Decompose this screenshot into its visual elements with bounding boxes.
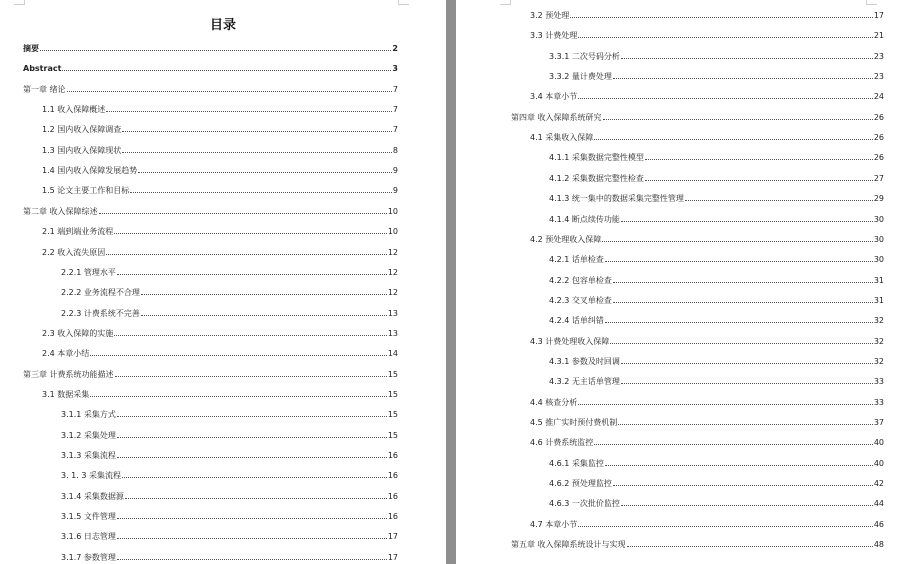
- toc-page-number: 31: [873, 295, 884, 305]
- page-corner-mark: [500, 0, 511, 5]
- page-gap: [446, 0, 456, 564]
- toc-entry[interactable]: [549, 354, 884, 368]
- toc-dot-leader: [618, 415, 873, 425]
- toc-dot-leader: [621, 212, 873, 222]
- toc-page-number: 16: [387, 512, 398, 522]
- toc-entry-label: 第二章 收入保障综述: [23, 206, 98, 216]
- toc-dot-leader: [605, 456, 873, 466]
- toc-page-number: 12: [387, 267, 398, 277]
- toc-entry[interactable]: [549, 171, 884, 185]
- toc-entry[interactable]: [530, 517, 884, 531]
- toc-entry[interactable]: [42, 224, 398, 238]
- toc-dot-leader: [621, 496, 873, 506]
- toc-entry-label: 2.1 端到端业务流程: [42, 227, 114, 237]
- toc-page-number: 33: [873, 397, 884, 407]
- toc-entry-label: 第四章 收入保障系统研究: [511, 112, 602, 122]
- toc-dot-leader: [117, 428, 387, 438]
- toc-dot-leader: [90, 346, 387, 356]
- toc-dot-leader: [141, 285, 387, 295]
- toc-dot-leader: [613, 476, 873, 486]
- toc-dot-leader: [578, 28, 873, 38]
- document-page-left: [0, 0, 446, 564]
- toc-entry-label: 2.2 收入流失原因: [42, 247, 106, 257]
- toc-dot-leader: [117, 407, 387, 417]
- toc-dot-leader: [610, 334, 873, 344]
- toc-entry-label: 4.1.3 统一集中的数据采集完整性管理: [549, 194, 684, 204]
- toc-dot-leader: [605, 313, 873, 323]
- toc-entry[interactable]: [530, 232, 884, 246]
- toc-entry-label: 3.3.1 二次号码分析: [549, 51, 620, 61]
- toc-entry-label: 3.1.7 参数管理: [61, 552, 116, 562]
- toc-dot-leader: [122, 122, 392, 132]
- toc-entry[interactable]: [549, 273, 884, 287]
- toc-entry[interactable]: [23, 204, 398, 218]
- toc-entry[interactable]: [549, 212, 884, 226]
- toc-entry[interactable]: [61, 285, 398, 299]
- toc-entry[interactable]: [530, 415, 884, 429]
- toc-dot-leader: [621, 354, 873, 364]
- toc-entry-label: 4.2 预处理收入保障: [530, 234, 602, 244]
- toc-entry[interactable]: [42, 102, 398, 116]
- toc-page-number: 7: [392, 84, 398, 94]
- toc-page-number: 37: [873, 418, 884, 427]
- toc-dot-leader: [117, 529, 387, 539]
- toc-page-number: 32: [873, 356, 884, 366]
- toc-entry[interactable]: [61, 509, 398, 523]
- toc-entry[interactable]: [61, 448, 398, 462]
- toc-dot-leader: [594, 435, 873, 445]
- toc-page-number: 31: [873, 275, 884, 285]
- toc-page-number: 24: [873, 92, 884, 102]
- toc-page-number: 14: [387, 349, 398, 359]
- toc-entry[interactable]: [61, 407, 398, 421]
- toc-dot-leader: [645, 150, 873, 160]
- toc-entry-label: 3.1 数据采集: [42, 389, 90, 399]
- page-corner-mark: [866, 0, 877, 5]
- toc-entry[interactable]: [549, 69, 884, 83]
- toc-page-number: 12: [387, 247, 398, 257]
- toc-dot-leader: [115, 367, 387, 377]
- toc-page-number: 30: [873, 214, 884, 224]
- toc-entry[interactable]: [61, 529, 398, 543]
- toc-page-number: 15: [387, 369, 398, 379]
- toc-page-number: 44: [873, 499, 884, 509]
- toc-entry[interactable]: [42, 245, 398, 259]
- toc-entry[interactable]: [61, 428, 398, 442]
- toc-entry-label: 4.3.2 无主话单管理: [549, 377, 620, 387]
- toc-page-number: 23: [873, 51, 884, 61]
- toc-entry[interactable]: [61, 550, 398, 564]
- toc-entry-label: 1.1 收入保障概述: [42, 105, 106, 115]
- page-corner-mark: [398, 0, 409, 5]
- toc-entry-label: 2.2.3 计费系统不完善: [61, 308, 140, 318]
- toc-entry[interactable]: [549, 191, 884, 205]
- toc-page-number: 16: [387, 491, 398, 501]
- toc-entry[interactable]: [530, 395, 884, 409]
- toc-page-number: 27: [873, 173, 884, 183]
- toc-dot-leader: [117, 265, 387, 275]
- toc-page-number: 42: [873, 479, 884, 489]
- toc-entry[interactable]: [42, 387, 398, 401]
- toc-dot-leader: [578, 395, 873, 405]
- toc-entry[interactable]: [530, 435, 884, 449]
- toc-entry-label: 2.4 本章小结: [42, 349, 90, 359]
- toc-entry[interactable]: [42, 163, 398, 177]
- toc-title: 目录: [209, 18, 236, 33]
- toc-entry[interactable]: [549, 496, 884, 510]
- toc-dot-leader: [627, 537, 873, 547]
- toc-dot-leader: [570, 8, 873, 18]
- toc-page-number: 16: [387, 471, 398, 481]
- toc-page-number: 3: [392, 64, 398, 74]
- toc-dot-leader: [117, 509, 387, 519]
- toc-page-number: 16: [387, 451, 398, 460]
- toc-page-number: 7: [392, 105, 398, 115]
- toc-dot-leader: [122, 468, 387, 478]
- toc-page-number: 29: [873, 194, 884, 204]
- toc-dot-leader: [621, 49, 873, 59]
- toc-page-number: 13: [387, 328, 398, 338]
- toc-entry-label: 2.2.2 业务流程不合理: [61, 288, 140, 298]
- toc-entry[interactable]: [549, 456, 884, 470]
- toc-entry-label: 4.3 计费处理收入保障: [530, 336, 610, 346]
- toc-dot-leader: [122, 143, 392, 153]
- toc-page-number: 9: [392, 166, 398, 176]
- toc-dot-leader: [603, 110, 873, 120]
- toc-entry-label: 2.2.1 管理水平: [61, 267, 116, 277]
- toc-page-number: 26: [873, 153, 884, 163]
- toc-dot-leader: [117, 448, 387, 458]
- toc-entry[interactable]: [530, 8, 884, 22]
- toc-dot-leader: [99, 204, 387, 214]
- toc-entry-label: 3.1.3 采集流程: [61, 451, 116, 460]
- toc-page-number: 17: [873, 11, 884, 20]
- toc-page-number: 30: [873, 255, 884, 265]
- toc-dot-leader: [114, 224, 387, 234]
- toc-dot-leader: [67, 82, 392, 92]
- toc-entry-label: 摘要: [23, 44, 39, 53]
- toc-page-number: 32: [873, 336, 884, 346]
- toc-dot-leader: [578, 89, 873, 99]
- toc-entry-label: 4.6.3 一次批价监控: [549, 499, 620, 509]
- toc-page-number: 13: [387, 308, 398, 318]
- toc-entry[interactable]: [511, 537, 884, 551]
- toc-page-number: 7: [392, 125, 398, 135]
- toc-entry[interactable]: [549, 374, 884, 388]
- toc-entry[interactable]: [61, 468, 398, 482]
- toc-entry-label: 1.3 国内收入保障现状: [42, 145, 122, 155]
- toc-dot-leader: [106, 102, 392, 112]
- toc-dot-leader: [613, 273, 873, 283]
- toc-page-number: 48: [873, 540, 884, 550]
- toc-page-number: 15: [387, 430, 398, 440]
- toc-dot-leader: [117, 550, 387, 560]
- toc-entry-label: 4.1 采集收入保障: [530, 133, 594, 143]
- toc-entry-label: 第一章 绪论: [23, 84, 66, 94]
- toc-page-number: 2: [392, 44, 398, 53]
- toc-page-number: 26: [873, 112, 884, 122]
- toc-entry-label: 4.2.2 包容单检查: [549, 275, 612, 285]
- toc-entry-label: 3. 1. 3 采集流程: [61, 471, 121, 481]
- toc-dot-leader: [613, 69, 873, 79]
- toc-page-number: 8: [392, 145, 398, 155]
- toc-entry-label: 2.3 收入保障的实施: [42, 328, 114, 338]
- toc-entry-label: 4.1.2 采集数据完整性检查: [549, 173, 644, 183]
- toc-page-number: 9: [392, 186, 398, 196]
- toc-page-number: 17: [387, 532, 398, 542]
- toc-entry-label: 4.2.1 话单检查: [549, 255, 604, 265]
- page-corner-mark: [14, 0, 25, 5]
- toc-entry-label: 4.2.3 交叉单检查: [549, 295, 612, 305]
- toc-entry-label: 4.6.2 预处理监控: [549, 479, 612, 489]
- toc-entry-label: 3.3.2 量计费处理: [549, 72, 612, 82]
- toc-page-number: 30: [873, 234, 884, 244]
- toc-entry-label: 3.1.1 采集方式: [61, 410, 116, 420]
- toc-dot-leader: [90, 387, 387, 397]
- toc-page-number: 21: [873, 31, 884, 41]
- toc-entry[interactable]: [61, 489, 398, 503]
- toc-entry-label: 3.4 本章小节: [530, 92, 578, 102]
- toc-entry[interactable]: [549, 476, 884, 490]
- toc-entry[interactable]: [42, 143, 398, 157]
- toc-page-number: 32: [873, 316, 884, 326]
- toc-dot-leader: [605, 252, 873, 262]
- toc-dot-leader: [130, 183, 392, 193]
- toc-dot-leader: [578, 517, 873, 527]
- toc-entry-label: 1.4 国内收入保障发展趋势: [42, 166, 138, 176]
- toc-entry[interactable]: [530, 89, 884, 103]
- toc-entry-label: 4.2.4 话单纠错: [549, 316, 604, 326]
- toc-dot-leader: [106, 245, 387, 255]
- toc-dot-leader: [621, 374, 873, 384]
- toc-entry-label: 3.1.4 采集数据源: [61, 491, 124, 501]
- toc-entry[interactable]: [511, 110, 884, 124]
- toc-entry-label: 第五章 收入保障系统设计与实现: [511, 540, 626, 550]
- toc-entry[interactable]: [61, 306, 398, 320]
- toc-entry[interactable]: [23, 61, 398, 75]
- toc-entry[interactable]: [530, 28, 884, 42]
- toc-entry-label: 4.1.1 采集数据完整性模型: [549, 153, 644, 163]
- toc-dot-leader: [685, 191, 873, 201]
- toc-dot-leader: [613, 293, 873, 303]
- toc-entry-label: 4.7 本章小节: [530, 519, 578, 529]
- toc-dot-leader: [645, 171, 873, 181]
- toc-entry[interactable]: [549, 252, 884, 266]
- toc-entry[interactable]: [42, 122, 398, 136]
- toc-entry[interactable]: [42, 346, 398, 360]
- toc-entry-label: 3.2 预处理: [530, 11, 570, 20]
- toc-page-number: 46: [873, 519, 884, 529]
- toc-entry-label: 3.1.6 日志管理: [61, 532, 116, 542]
- toc-dot-leader: [40, 41, 391, 51]
- toc-page-number: 40: [873, 458, 884, 468]
- toc-entry[interactable]: [42, 326, 398, 340]
- toc-entry-label: 1.5 论文主要工作和目标: [42, 186, 130, 196]
- toc-page-number: 17: [387, 552, 398, 562]
- toc-entry[interactable]: [549, 150, 884, 164]
- toc-entry[interactable]: [549, 293, 884, 307]
- toc-dot-leader: [141, 306, 387, 316]
- toc-entry-label: 4.4 核查分析: [530, 397, 578, 407]
- toc-entry[interactable]: [549, 313, 884, 327]
- toc-entry[interactable]: [530, 130, 884, 144]
- toc-entry-label: 4.3.1 参数及时回调: [549, 356, 620, 366]
- toc-dot-leader: [114, 326, 387, 336]
- toc-entry[interactable]: [23, 41, 398, 55]
- toc-dot-leader: [602, 232, 873, 242]
- toc-entry-label: 第三章 计费系统功能描述: [23, 369, 114, 379]
- toc-dot-leader: [62, 61, 391, 71]
- toc-entry-label: 4.6.1 采集监控: [549, 458, 604, 468]
- toc-dot-leader: [138, 163, 392, 173]
- toc-entry-label: 3.3 计费处理: [530, 31, 578, 41]
- toc-dot-leader: [125, 489, 387, 499]
- toc-entry-label: 4.5 推广实时预付费机制: [530, 418, 618, 427]
- toc-page-number: 23: [873, 72, 884, 82]
- toc-entry[interactable]: [549, 49, 884, 63]
- toc-entry-label: Abstract: [23, 64, 62, 74]
- toc-entry-label: 4.6 计费系统监控: [530, 438, 594, 448]
- toc-page-number: 26: [873, 133, 884, 143]
- toc-page-number: 33: [873, 377, 884, 387]
- toc-dot-leader: [594, 130, 873, 140]
- toc-entry[interactable]: [530, 334, 884, 348]
- toc-page-number: 15: [387, 410, 398, 420]
- toc-page-number: 40: [873, 438, 884, 448]
- toc-entry[interactable]: [23, 367, 398, 381]
- toc-page-number: 15: [387, 389, 398, 399]
- toc-entry-label: 3.1.5 文件管理: [61, 512, 116, 522]
- toc-entry-label: 3.1.2 采集处理: [61, 430, 116, 440]
- toc-page-number: 12: [387, 288, 398, 298]
- toc-entry[interactable]: [61, 265, 398, 279]
- toc-page-number: 10: [387, 227, 398, 237]
- toc-entry[interactable]: [42, 183, 398, 197]
- toc-page-number: 10: [387, 206, 398, 216]
- toc-entry-label: 4.1.4 断点续传功能: [549, 214, 620, 224]
- document-page-right: [456, 0, 903, 564]
- toc-entry-label: 1.2 国内收入保障调查: [42, 125, 122, 135]
- toc-entry[interactable]: [23, 82, 398, 96]
